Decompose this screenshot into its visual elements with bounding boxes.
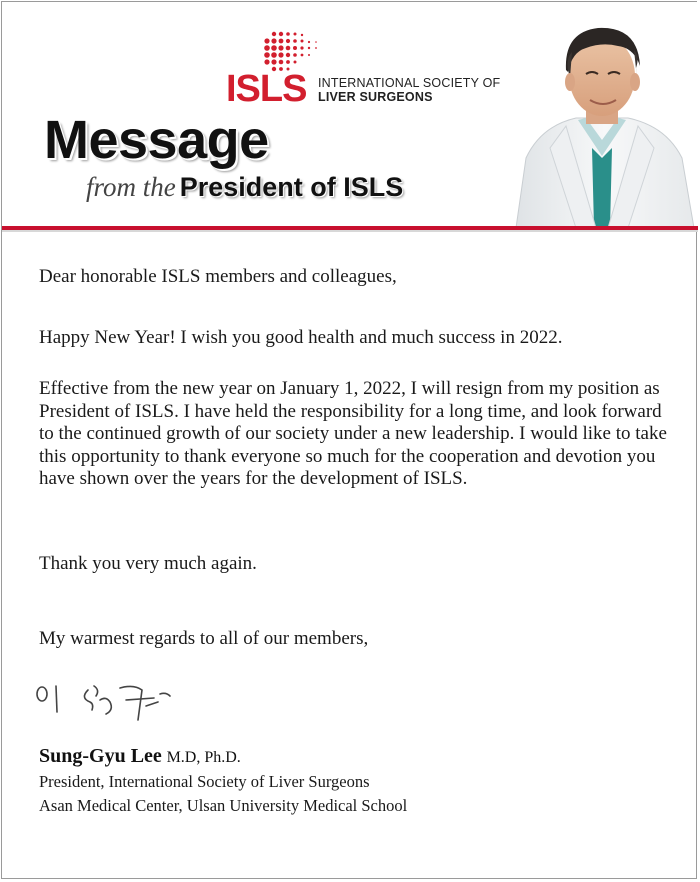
paragraph-resignation: Effective from the new year on January 1, 2022, I will resign from my position as President of ISLS. I have held the responsibility for a long time, and look forward to the continued growth of our society under a new leadership. I would like to take this opportunity to thank everyone so much for the cooperation and devotion you have shown over the years for the development of ISLS. (39, 378, 667, 489)
page-subtitle (86, 172, 403, 203)
logo-name-line-1: INTERNATIONAL SOCIETY OF (318, 76, 501, 90)
letter-header (2, 2, 698, 228)
paragraph-new-year: Happy New Year! I wish you good health and much success in 2022. (39, 327, 563, 348)
signatory-name: Sung-Gyu Lee (39, 745, 162, 767)
signatory-title: President, International Society of Liver Surgeons (39, 772, 370, 791)
signature-block (39, 744, 407, 818)
logo-name-line-2: LIVER SURGEONS (318, 90, 433, 104)
president-portrait (506, 8, 698, 228)
salutation: Dear honorable ISLS members and colleagues, (39, 266, 397, 287)
page-title: Message (44, 110, 269, 170)
subtitle-italic: from the (86, 172, 176, 202)
subtitle-bold: President of ISLS (179, 172, 404, 202)
isls-logo-wordmark: ISLS (226, 68, 307, 110)
closing-regards: My warmest regards to all of our members, (39, 628, 369, 649)
header-shadow-rule (2, 230, 698, 232)
paragraph-thanks: Thank you very much again. (39, 553, 257, 574)
signatory-degrees: M.D, Ph.D. (166, 749, 241, 766)
handwritten-signature (30, 680, 180, 730)
signatory-name-line (39, 744, 407, 770)
isls-logo-name (318, 76, 500, 104)
signatory-affiliation: Asan Medical Center, Ulsan University Medical School (39, 796, 408, 815)
